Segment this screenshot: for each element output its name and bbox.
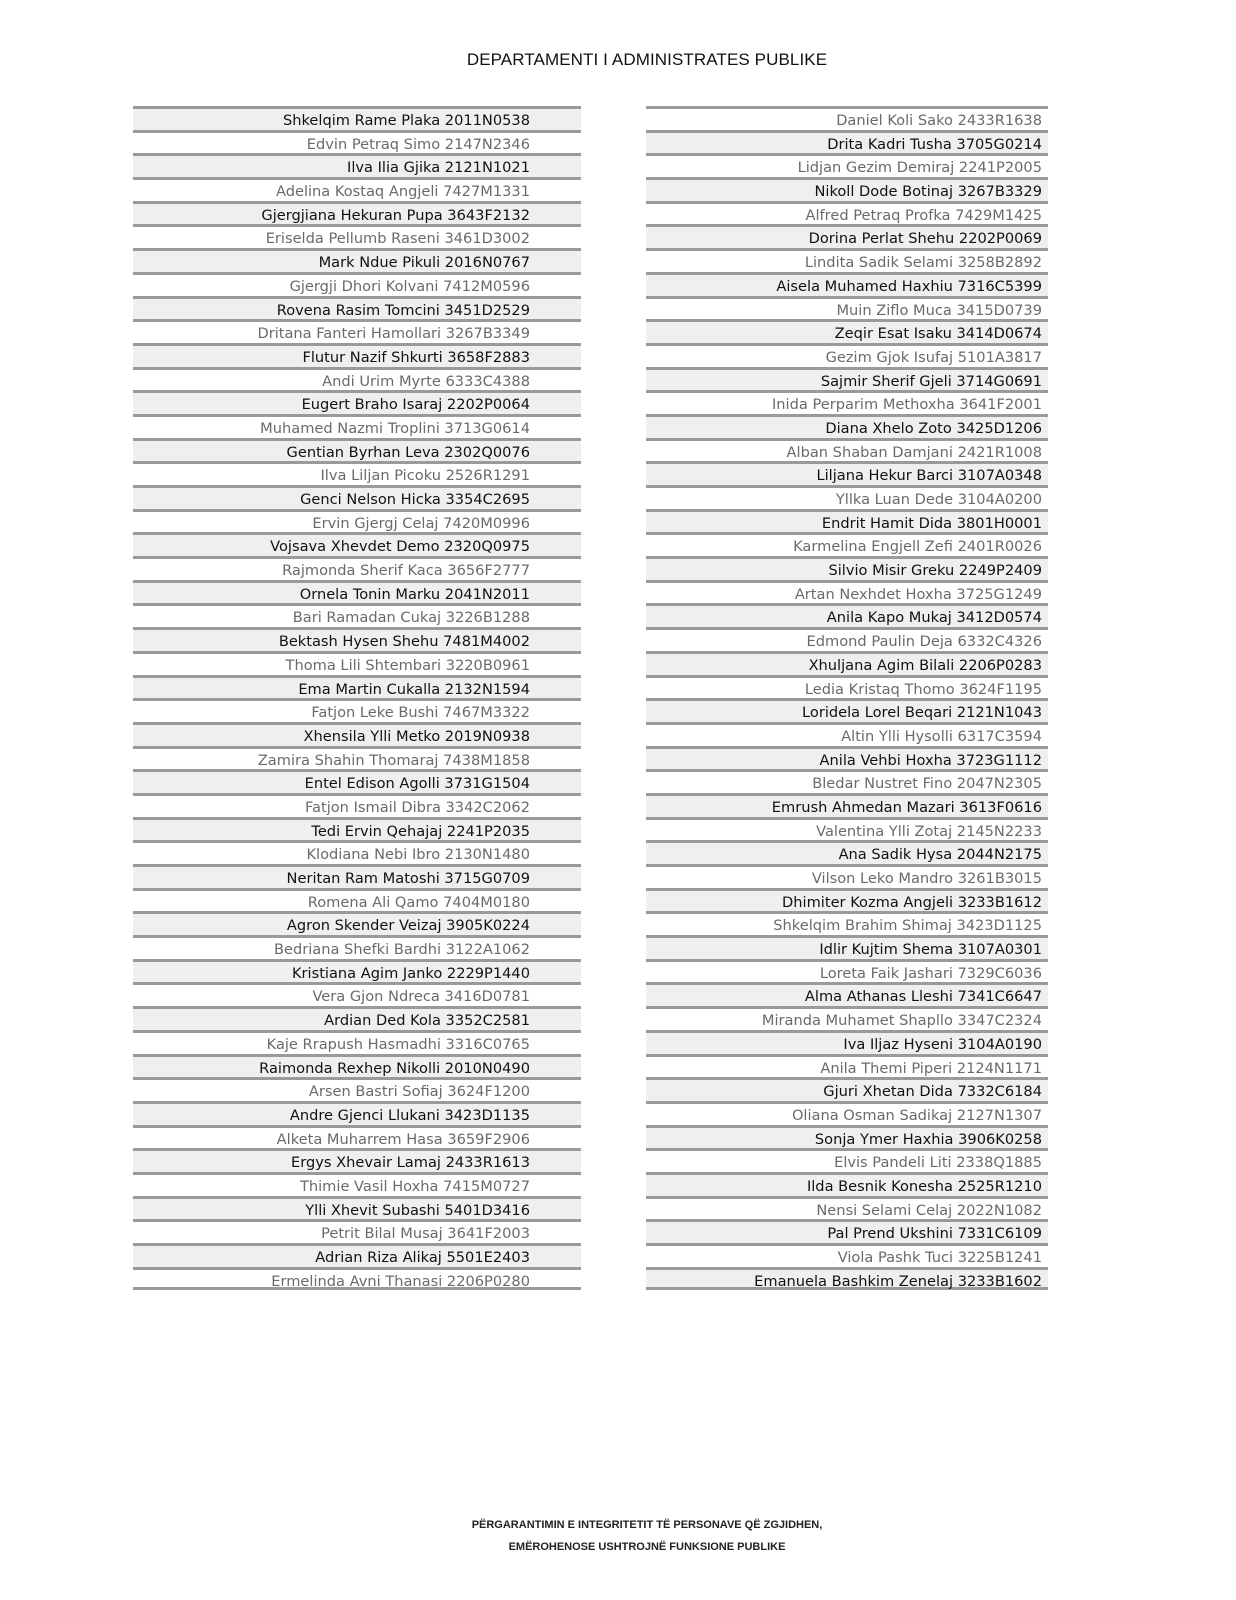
list-item: Anila Vehbi Hoxha 3723G1112: [646, 746, 1048, 770]
list-item: Rajmonda Sherif Kaca 3656F2777: [133, 556, 581, 580]
list-item: Pal Prend Ukshini 7331C6109: [646, 1219, 1048, 1243]
footer-line-2: EMËROHENOSE USHTROJNË FUNKSIONE PUBLIKE: [508, 1541, 786, 1553]
list-item: Daniel Koli Sako 2433R1638: [646, 106, 1048, 130]
list-item: Ema Martin Cukalla 2132N1594: [133, 675, 581, 699]
list-item: Alban Shaban Damjani 2421R1008: [646, 438, 1048, 462]
list-item: Edmond Paulin Deja 6332C4326: [646, 627, 1048, 651]
list-item: Aisela Muhamed Haxhiu 7316C5399: [646, 272, 1048, 296]
list-item: Gjergji Dhori Kolvani 7412M0596: [133, 272, 581, 296]
list-item: Thimie Vasil Hoxha 7415M0727: [133, 1172, 581, 1196]
list-item: Kristiana Agim Janko 2229P1440: [133, 959, 581, 983]
list-item: Ilva Liljan Picoku 2526R1291: [133, 461, 581, 485]
list-item: Ilva Ilia Gjika 2121N1021: [133, 153, 581, 177]
list-item: Gezim Gjok Isufaj 5101A3817: [646, 343, 1048, 367]
list-item: Ledia Kristaq Thomo 3624F1195: [646, 675, 1048, 699]
list-item: Romena Ali Qamo 7404M0180: [133, 888, 581, 912]
list-item: Lindita Sadik Selami 3258B2892: [646, 248, 1048, 272]
list-item: Thoma Lili Shtembari 3220B0961: [133, 651, 581, 675]
list-item: Arsen Bastri Sofiaj 3624F1200: [133, 1077, 581, 1101]
list-item: Anila Themi Piperi 2124N1171: [646, 1054, 1048, 1078]
footer-line-1: PËRGARANTIMIN E INTEGRITETIT TË PERSONAVE QË ZGJIDHEN,: [471, 1519, 823, 1531]
list-item: Altin Ylli Hysolli 6317C3594: [646, 722, 1048, 746]
list-item: Yllka Luan Dede 3104A0200: [646, 485, 1048, 509]
list-item: Loreta Faik Jashari 7329C6036: [646, 959, 1048, 983]
list-item: Fatjon Leke Bushi 7467M3322: [133, 698, 581, 722]
list-item: Vera Gjon Ndreca 3416D0781: [133, 982, 581, 1006]
list-item: Eriselda Pellumb Raseni 3461D3002: [133, 224, 581, 248]
list-item: Emrush Ahmedan Mazari 3613F0616: [646, 793, 1048, 817]
list-item: Ardian Ded Kola 3352C2581: [133, 1006, 581, 1030]
list-item: Flutur Nazif Shkurti 3658F2883: [133, 343, 581, 367]
list-item: Dorina Perlat Shehu 2202P0069: [646, 224, 1048, 248]
list-item: Gjergjiana Hekuran Pupa 3643F2132: [133, 201, 581, 225]
list-item: Alketa Muharrem Hasa 3659F2906: [133, 1125, 581, 1149]
list-item: Nensi Selami Celaj 2022N1082: [646, 1196, 1048, 1220]
list-item: Alma Athanas Lleshi 7341C6647: [646, 982, 1048, 1006]
list-item: Bari Ramadan Cukaj 3226B1288: [133, 603, 581, 627]
list-item: Zeqir Esat Isaku 3414D0674: [646, 319, 1048, 343]
list-item: Sajmir Sherif Gjeli 3714G0691: [646, 367, 1048, 391]
list-item: Edvin Petraq Simo 2147N2346: [133, 130, 581, 154]
list-item: Tedi Ervin Qehajaj 2241P2035: [133, 817, 581, 841]
list-item: Lidjan Gezim Demiraj 2241P2005: [646, 153, 1048, 177]
list-item: Karmelina Engjell Zefi 2401R0026: [646, 532, 1048, 556]
list-item: Ilda Besnik Konesha 2525R1210: [646, 1172, 1048, 1196]
list-item: Ylli Xhevit Subashi 5401D3416: [133, 1196, 581, 1220]
list-item: Miranda Muhamet Shapllo 3347C2324: [646, 1006, 1048, 1030]
list-item: Alfred Petraq Profka 7429M1425: [646, 201, 1048, 225]
list-item: Ervin Gjergj Celaj 7420M0996: [133, 509, 581, 533]
list-item: Klodiana Nebi Ibro 2130N1480: [133, 840, 581, 864]
list-item: Entel Edison Agolli 3731G1504: [133, 769, 581, 793]
page-footer: [0, 1514, 1236, 1558]
list-item: Vojsava Xhevdet Demo 2320Q0975: [133, 532, 581, 556]
left-name-list: [133, 106, 581, 1290]
list-item: Ana Sadik Hysa 2044N2175: [646, 840, 1048, 864]
list-item: Artan Nexhdet Hoxha 3725G1249: [646, 580, 1048, 604]
list-item: Genci Nelson Hicka 3354C2695: [133, 485, 581, 509]
list-item: Ornela Tonin Marku 2041N2011: [133, 580, 581, 604]
list-item: Inida Perparim Methoxha 3641F2001: [646, 390, 1048, 414]
list-item: Elvis Pandeli Liti 2338Q1885: [646, 1148, 1048, 1172]
list-item: Emanuela Bashkim Zenelaj 3233B1602: [646, 1267, 1048, 1291]
list-item: Kaje Rrapush Hasmadhi 3316C0765: [133, 1030, 581, 1054]
list-item: Petrit Bilal Musaj 3641F2003: [133, 1219, 581, 1243]
list-item: Xhensila Ylli Metko 2019N0938: [133, 722, 581, 746]
list-item: Drita Kadri Tusha 3705G0214: [646, 130, 1048, 154]
list-item: Bektash Hysen Shehu 7481M4002: [133, 627, 581, 651]
list-item: Shkelqim Brahim Shimaj 3423D1125: [646, 911, 1048, 935]
list-item: Vilson Leko Mandro 3261B3015: [646, 864, 1048, 888]
list-item: Ergys Xhevair Lamaj 2433R1613: [133, 1148, 581, 1172]
list-item: Gentian Byrhan Leva 2302Q0076: [133, 438, 581, 462]
list-item: Anila Kapo Mukaj 3412D0574: [646, 603, 1048, 627]
list-item: Andre Gjenci Llukani 3423D1135: [133, 1101, 581, 1125]
list-item: Sonja Ymer Haxhia 3906K0258: [646, 1125, 1048, 1149]
list-item: Valentina Ylli Zotaj 2145N2233: [646, 817, 1048, 841]
list-item: Rovena Rasim Tomcini 3451D2529: [133, 296, 581, 320]
list-item: Iva Iljaz Hyseni 3104A0190: [646, 1030, 1048, 1054]
list-item: Xhuljana Agim Bilali 2206P0283: [646, 651, 1048, 675]
list-item: Nikoll Dode Botinaj 3267B3329: [646, 177, 1048, 201]
list-item: Diana Xhelo Zoto 3425D1206: [646, 414, 1048, 438]
list-item: Viola Pashk Tuci 3225B1241: [646, 1243, 1048, 1267]
list-item: Zamira Shahin Thomaraj 7438M1858: [133, 746, 581, 770]
list-item: Gjuri Xhetan Dida 7332C6184: [646, 1077, 1048, 1101]
list-item: Raimonda Rexhep Nikolli 2010N0490: [133, 1054, 581, 1078]
list-item: Endrit Hamit Dida 3801H0001: [646, 509, 1048, 533]
list-item: Shkelqim Rame Plaka 2011N0538: [133, 106, 581, 130]
list-item: Oliana Osman Sadikaj 2127N1307: [646, 1101, 1048, 1125]
list-item: Idlir Kujtim Shema 3107A0301: [646, 935, 1048, 959]
list-item: Neritan Ram Matoshi 3715G0709: [133, 864, 581, 888]
list-item: Adelina Kostaq Angjeli 7427M1331: [133, 177, 581, 201]
list-item: Agron Skender Veizaj 3905K0224: [133, 911, 581, 935]
list-item: Muhamed Nazmi Troplini 3713G0614: [133, 414, 581, 438]
list-item: Dritana Fanteri Hamollari 3267B3349: [133, 319, 581, 343]
page-title: DEPARTAMENTI I ADMINISTRATES PUBLIKE: [466, 50, 828, 69]
list-item: Loridela Lorel Beqari 2121N1043: [646, 698, 1048, 722]
list-item: Liljana Hekur Barci 3107A0348: [646, 461, 1048, 485]
list-item: Mark Ndue Pikuli 2016N0767: [133, 248, 581, 272]
list-item: Muin Ziflo Muca 3415D0739: [646, 296, 1048, 320]
list-item: Ermelinda Avni Thanasi 2206P0280: [133, 1267, 581, 1291]
list-item: Bledar Nustret Fino 2047N2305: [646, 769, 1048, 793]
list-item: Fatjon Ismail Dibra 3342C2062: [133, 793, 581, 817]
list-item: Andi Urim Myrte 6333C4388: [133, 367, 581, 391]
list-item: Eugert Braho Isaraj 2202P0064: [133, 390, 581, 414]
right-name-list: [646, 106, 1048, 1290]
list-item: Adrian Riza Alikaj 5501E2403: [133, 1243, 581, 1267]
list-item: Dhimiter Kozma Angjeli 3233B1612: [646, 888, 1048, 912]
list-item: Silvio Misir Greku 2249P2409: [646, 556, 1048, 580]
list-item: Bedriana Shefki Bardhi 3122A1062: [133, 935, 581, 959]
